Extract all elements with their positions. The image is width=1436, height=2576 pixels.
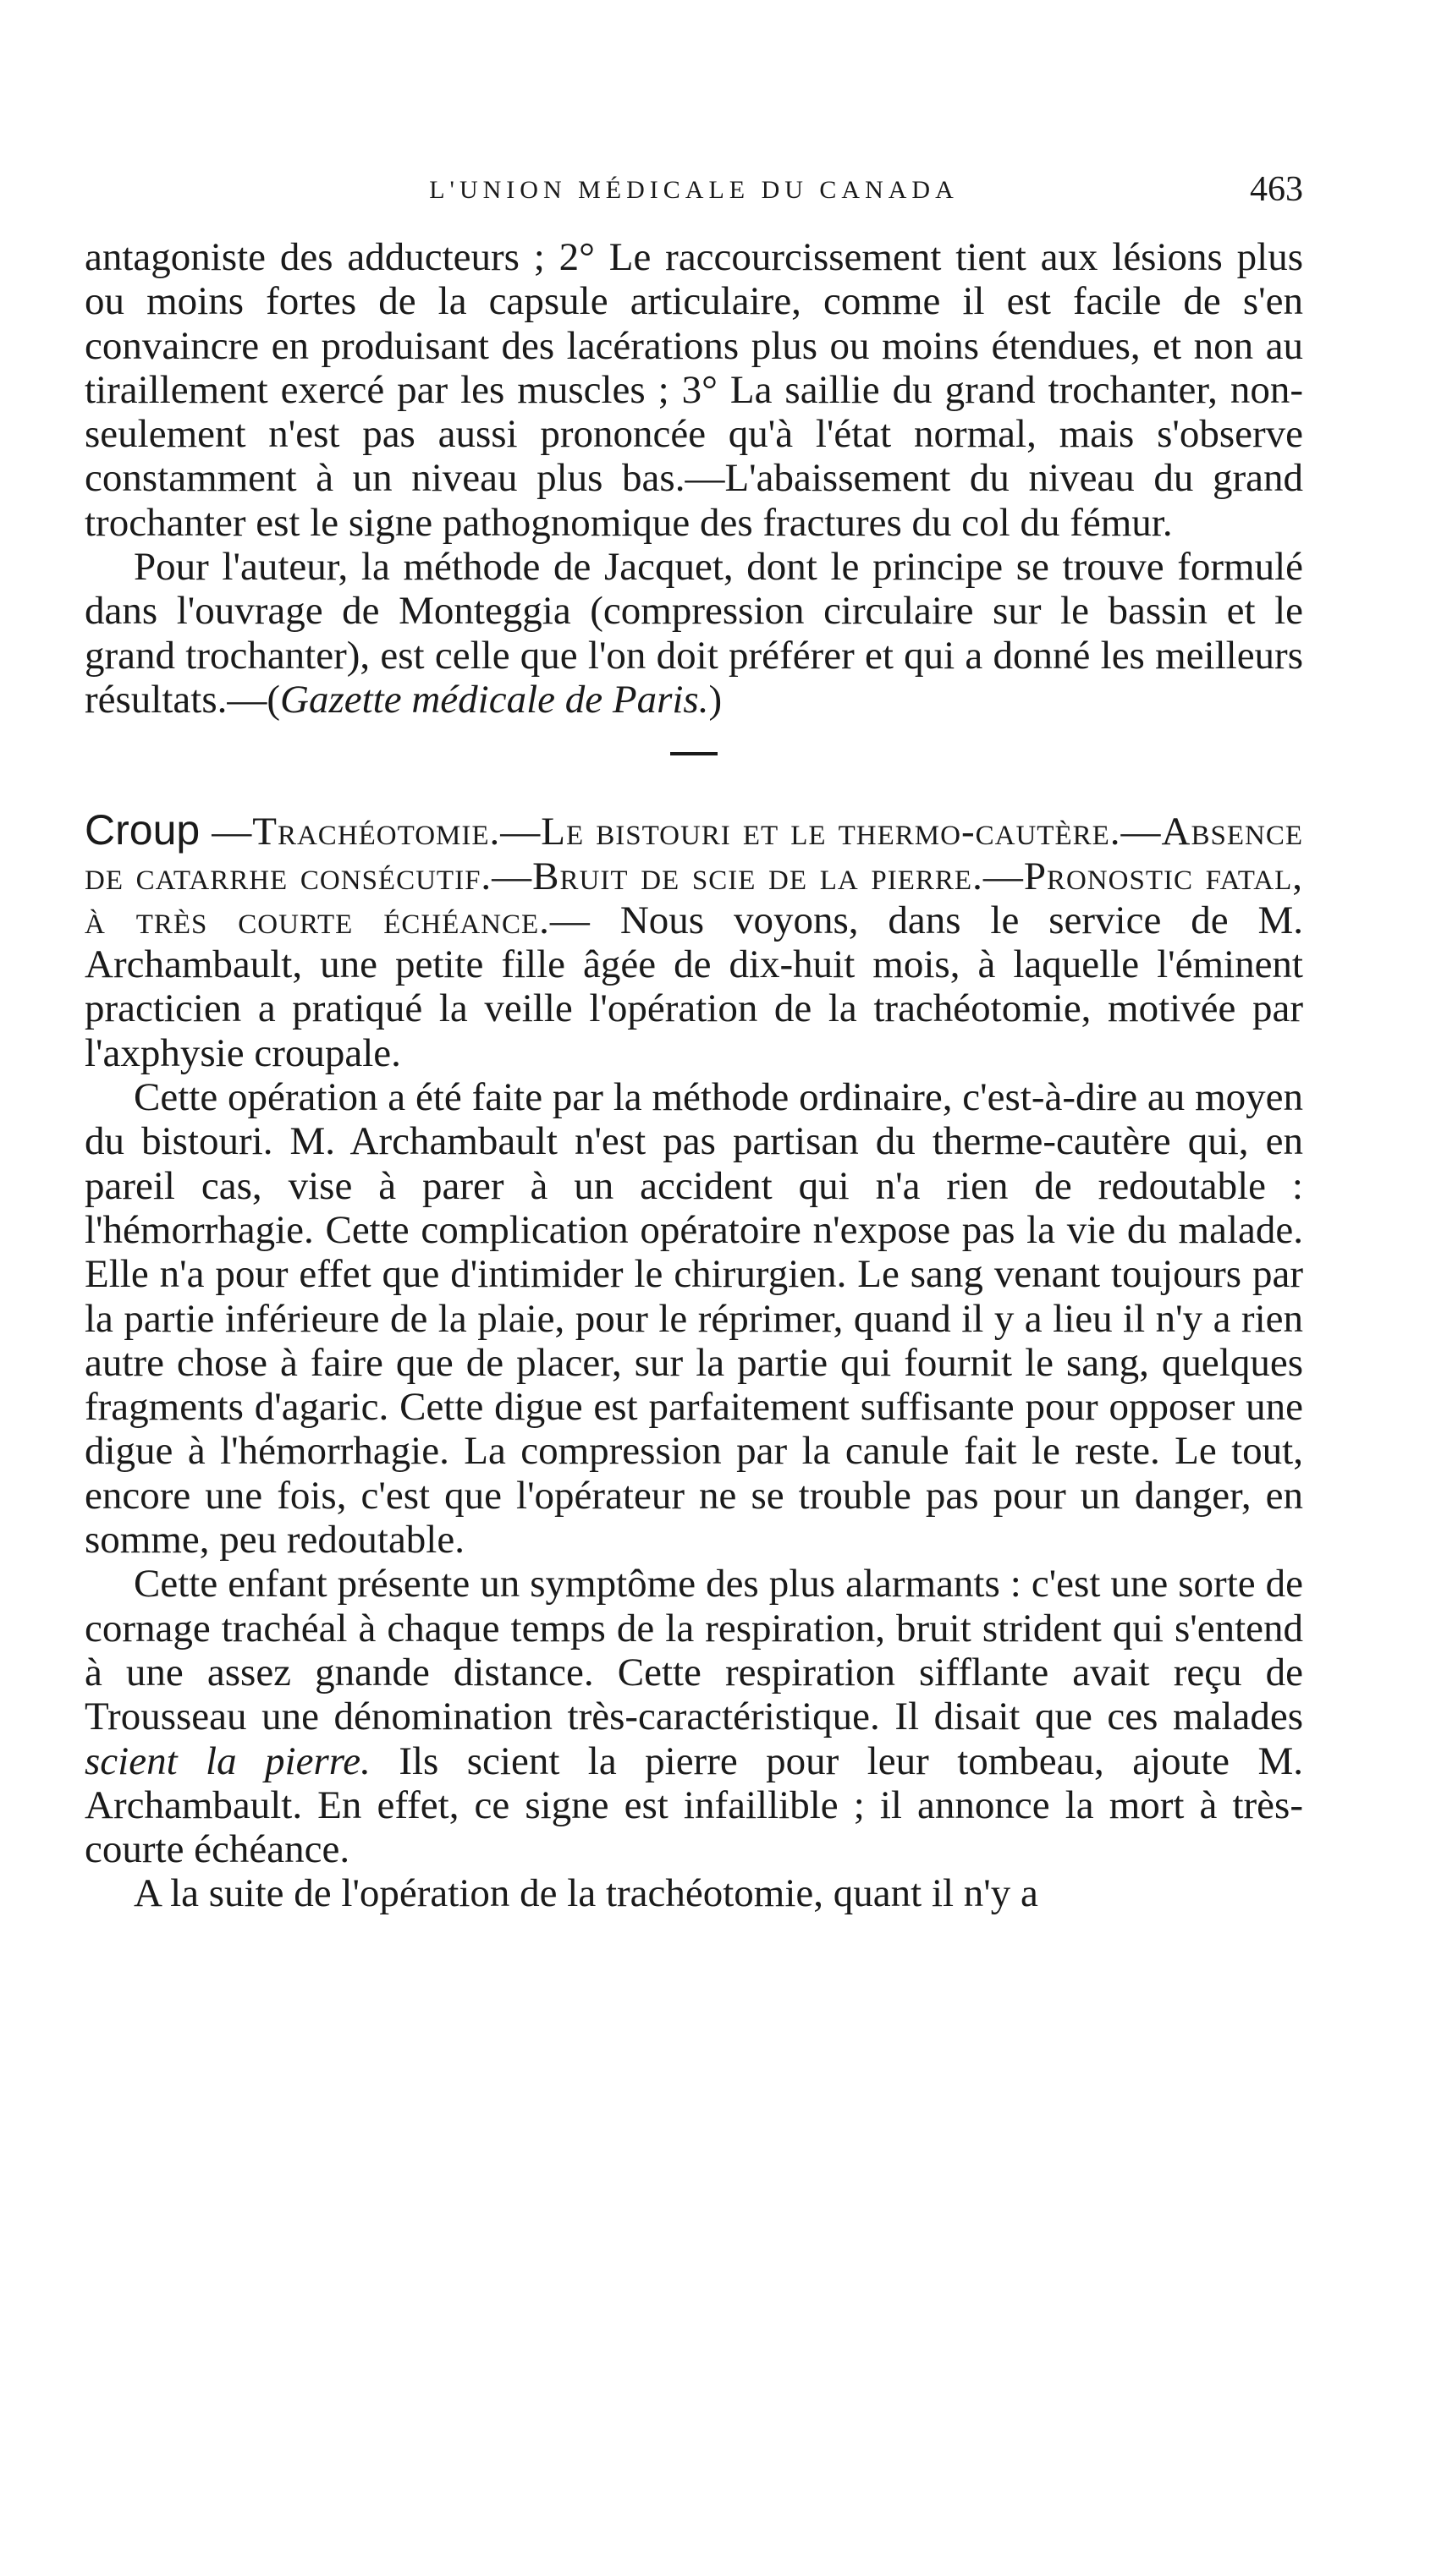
section-divider — [670, 752, 718, 755]
running-title: L'UNION MÉDICALE DU CANADA — [429, 176, 959, 204]
paragraph — [85, 545, 1303, 722]
paragraph-text: Ils scient la pierre pour leur tombeau, ajoute M. Archambault. En effet, ce signe est infaillible ; il annonce la mort à très-courte échéance. — [85, 1738, 1303, 1872]
paragraph-text: Nous voyons, dans le service de M. Archambault, une petite fille âgée de dix-huit mois, à laquelle l'éminent practicien a pratiqué la veille l'opération de la trachéotomie, motivée par l'axphysie croupale. — [85, 898, 1303, 1075]
page-header — [85, 169, 1303, 220]
paragraph-text: antagoniste des adducteurs ; 2° Le raccourcissement tient aux lésions plus ou moins fortes de la capsule articulaire, comme il est facile de s'en convaincre en produisant des lacérations plus ou moins étendues, et non au tiraillement exercé par les muscles ; 3° La saillie du grand trochanter, non-seulement n'est pas aussi prononcée qu'à l'état normal, mais s'observe constamment à un niveau plus bas.—L'abaissement du niveau du grand trochanter est le signe pathognomique des fractures du col du fémur. — [85, 235, 1303, 545]
italic-phrase: scient la pierre. — [85, 1738, 371, 1783]
section-lead-word: Croup — [85, 806, 201, 854]
page-number: 463 — [1250, 170, 1303, 209]
paragraph — [85, 1871, 1303, 1915]
citation-close: ) — [708, 677, 723, 722]
citation-source: Gazette médicale de Paris. — [280, 677, 709, 722]
paragraph-text: Pour l'auteur, la méthode de Jacquet, dont le principe se trouve formulé dans l'ouvrage de Monteggia (compression circulaire sur le bassin et le grand trochanter), est celle que l'on doit préférer et qui a donné les meilleurs résultats.—( — [85, 545, 1303, 722]
paragraph — [85, 1562, 1303, 1871]
section-first-paragraph — [85, 808, 1303, 1075]
paragraph-text: Cette enfant présente un symptôme des plus alarmants : c'est une sorte de cornage trachéal à chaque temps de la respiration, bruit strident qui s'entend à une assez gnande distance. Cette respiration sifflante avait reçu de Trousseau une dénomination très-caractéristique. Il disait que ces malades — [85, 1562, 1303, 1739]
document-page — [85, 169, 1303, 1916]
paragraph — [85, 235, 1303, 545]
paragraph-text: A la suite de l'opération de la trachéotomie, quant il n'y a — [134, 1871, 1038, 1916]
paragraph — [85, 1075, 1303, 1562]
paragraph-text: Cette opération a été faite par la méthode ordinaire, c'est-à-dire au moyen du bistouri. M. Archambault n'est pas partisan du therme-cautère qui, en pareil cas, vise à parer à un accident qui n'a rien de redoutable : l'hémorrhagie. Cette complication opératoire n'expose pas la vie du malade. Elle n'a pour effet que d'intimider le chirurgien. Le sang venant toujours par la partie inférieure de la plaie, pour le réprimer, quand il y a lieu il n'y a rien autre chose à faire que de placer, sur la partie qui fournit le sang, quelques fragments d'agaric. Cette digue est parfaitement suffisante pour opposer une digue à l'hémorrhagie. La compression par la canule fait le reste. Le tout, encore une fois, c'est que l'opérateur ne se trouble pas pour un danger, en somme, peu redoutable. — [85, 1075, 1303, 1563]
page-body — [85, 235, 1303, 1916]
section-heading: —Trachéotomie.—Le bistouri et le thermo-cautère.—Absence de catarrhe consécutif.—Bruit de scie de la pierre.—Pronostic fatal, à très courte échéance.— — [85, 810, 1303, 942]
